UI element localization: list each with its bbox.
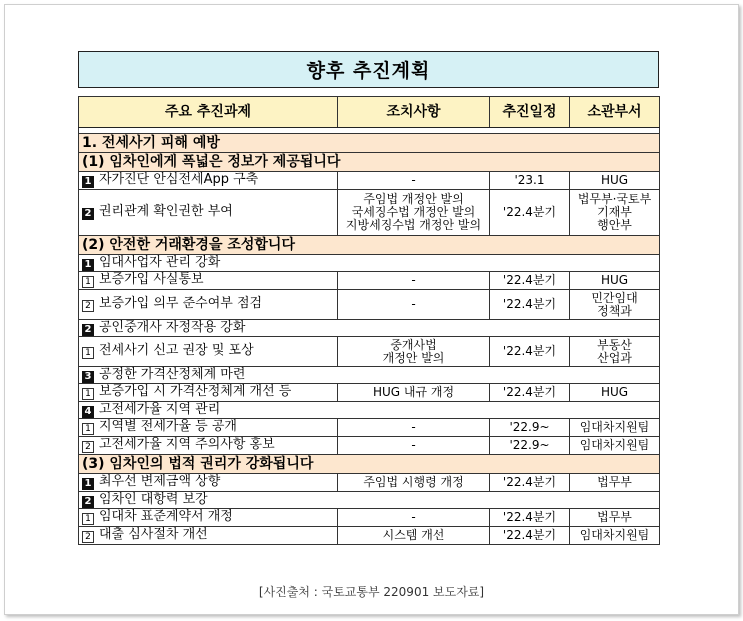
dept-cell — [570, 290, 660, 320]
group-row — [79, 402, 660, 419]
group-label: 공정한 가격산정체계 마련 — [99, 366, 246, 382]
group-row — [79, 320, 660, 337]
action-cell: HUG 내규 개정 — [338, 384, 490, 402]
schedule-cell: '22.4분기 — [490, 337, 570, 367]
action-cell: - — [338, 437, 490, 455]
schedule-cell: '22.4분기 — [490, 290, 570, 320]
action-cell — [338, 337, 490, 367]
number-box: 1 — [82, 388, 94, 400]
subsection-row — [79, 455, 660, 474]
schedule-cell: '22.4분기 — [490, 190, 570, 236]
group-row — [79, 492, 660, 509]
task-label: 임대차 표준계약서 개정 — [99, 509, 233, 524]
schedule-cell: '22.4분기 — [490, 474, 570, 492]
group-label: 공인중개사 자정작용 강화 — [99, 319, 246, 335]
dept-line: 기재부 — [597, 205, 632, 219]
table-row — [79, 384, 660, 402]
action-cell: 주임법 시행령 개정 — [338, 474, 490, 492]
table-row — [79, 337, 660, 367]
number-badge: 2 — [82, 208, 94, 220]
number-badge: 2 — [82, 324, 94, 336]
task-cell — [79, 172, 338, 190]
image-caption: [사진출처 : 국토교통부 220901 보도자료] — [258, 585, 485, 599]
task-label: 최우선 변제금액 상향 — [99, 474, 221, 489]
table-row — [79, 437, 660, 455]
number-badge: 1 — [82, 259, 94, 271]
header-dept: 소관부서 — [570, 97, 660, 128]
task-label: 보증가입 의무 준수여부 점검 — [99, 296, 263, 311]
table-row — [79, 527, 660, 545]
table-row — [79, 474, 660, 492]
task-label: 지역별 전세가율 등 공개 — [99, 419, 237, 434]
schedule-cell: '22.4분기 — [490, 509, 570, 527]
task-label: 대출 심사절차 개선 — [99, 527, 208, 542]
number-box: 2 — [82, 531, 94, 543]
section-row — [79, 134, 660, 153]
group-cell — [79, 367, 660, 384]
action-line: 지방세징수법 개정안 발의 — [345, 218, 482, 232]
task-label: 전세사기 신고 권장 및 포상 — [99, 343, 254, 358]
header-schedule: 추진일정 — [490, 97, 570, 128]
action-line: 개정안 발의 — [382, 350, 445, 365]
action-cell: - — [338, 419, 490, 437]
dept-line: 산업과 — [597, 350, 632, 365]
group-label: 임차인 대항력 보강 — [99, 491, 208, 507]
action-cell — [338, 190, 490, 236]
schedule-cell: '22.9~ — [490, 437, 570, 455]
action-cell: 시스템 개선 — [338, 527, 490, 545]
group-label: 고전세가율 지역 관리 — [99, 401, 221, 417]
schedule-cell: '22.4분기 — [490, 384, 570, 402]
task-cell — [79, 437, 338, 455]
number-box: 2 — [82, 300, 94, 312]
task-cell — [79, 190, 338, 236]
action-cell: - — [338, 509, 490, 527]
subsection-row — [79, 236, 660, 255]
header-task: 주요 추진과제 — [79, 97, 338, 128]
subsection-title: (2) 안전한 거래환경을 조성합니다 — [79, 236, 660, 255]
table-row — [79, 272, 660, 290]
subsection-row — [79, 153, 660, 172]
dept-line: 행안부 — [597, 218, 632, 232]
dept-line: 부동산 — [597, 337, 632, 352]
dept-line: 법무부·국토부 — [577, 192, 652, 206]
dept-cell: 법무부 — [570, 474, 660, 492]
action-cell: - — [338, 172, 490, 190]
dept-line: 민간임대 — [591, 290, 638, 305]
number-badge: 2 — [82, 496, 94, 508]
subsection-title: (3) 임차인의 법적 권리가 강화됩니다 — [79, 455, 660, 474]
number-box: 2 — [82, 441, 94, 453]
task-label: 권리관계 확인권한 부여 — [99, 204, 233, 219]
group-cell — [79, 320, 660, 337]
number-badge: 3 — [82, 371, 94, 383]
dept-cell: HUG — [570, 384, 660, 402]
task-cell — [79, 290, 338, 320]
task-label: 고전세가율 지역 주의사항 홍보 — [99, 437, 275, 452]
table-row — [79, 290, 660, 320]
dept-cell: 임대차지원팀 — [570, 437, 660, 455]
dept-cell: HUG — [570, 172, 660, 190]
action-line: 중개사법 — [390, 337, 437, 352]
page-title: 향후 추진계획 — [78, 51, 659, 88]
dept-cell — [570, 190, 660, 236]
task-cell — [79, 527, 338, 545]
number-box: 1 — [82, 347, 94, 359]
number-badge: 1 — [82, 176, 94, 188]
task-label: 보증가입 사실통보 — [99, 272, 204, 287]
table-row — [79, 509, 660, 527]
number-box: 1 — [82, 423, 94, 435]
group-label: 임대사업자 관리 강화 — [99, 254, 221, 270]
action-line: 국세징수법 개정안 발의 — [351, 205, 476, 219]
task-cell — [79, 474, 338, 492]
header-action: 조치사항 — [338, 97, 490, 128]
group-cell — [79, 492, 660, 509]
task-cell — [79, 509, 338, 527]
section-title: 1. 전세사기 피해 예방 — [79, 134, 660, 153]
number-badge: 4 — [82, 406, 94, 418]
subsection-title: (1) 임차인에게 폭넓은 정보가 제공됩니다 — [79, 153, 660, 172]
task-cell — [79, 272, 338, 290]
task-cell — [79, 419, 338, 437]
schedule-cell: '22.4분기 — [490, 272, 570, 290]
action-line: 주임법 개정안 발의 — [363, 192, 464, 206]
group-row — [79, 255, 660, 272]
group-cell — [79, 255, 660, 272]
number-box: 1 — [82, 513, 94, 525]
dept-cell: 임대차지원팀 — [570, 419, 660, 437]
table-row — [79, 190, 660, 236]
dept-cell: 임대차지원팀 — [570, 527, 660, 545]
task-cell — [79, 337, 338, 367]
group-cell — [79, 402, 660, 419]
group-row — [79, 367, 660, 384]
number-box: 1 — [82, 276, 94, 288]
dept-line: 정책과 — [597, 303, 632, 318]
dept-cell — [570, 337, 660, 367]
table-header-row — [79, 97, 660, 128]
number-badge: 1 — [82, 478, 94, 490]
task-cell — [79, 384, 338, 402]
action-cell: - — [338, 272, 490, 290]
action-cell: - — [338, 290, 490, 320]
dept-cell: HUG — [570, 272, 660, 290]
task-label: 자가진단 안심전세App 구축 — [99, 172, 259, 187]
dept-cell: 법무부 — [570, 509, 660, 527]
task-label: 보증가입 시 가격산정체계 개선 등 — [99, 384, 292, 399]
schedule-cell: '22.9~ — [490, 419, 570, 437]
plan-table — [78, 96, 660, 545]
table-row — [79, 172, 660, 190]
schedule-cell: '22.4분기 — [490, 527, 570, 545]
schedule-cell: '23.1 — [490, 172, 570, 190]
table-row — [79, 419, 660, 437]
